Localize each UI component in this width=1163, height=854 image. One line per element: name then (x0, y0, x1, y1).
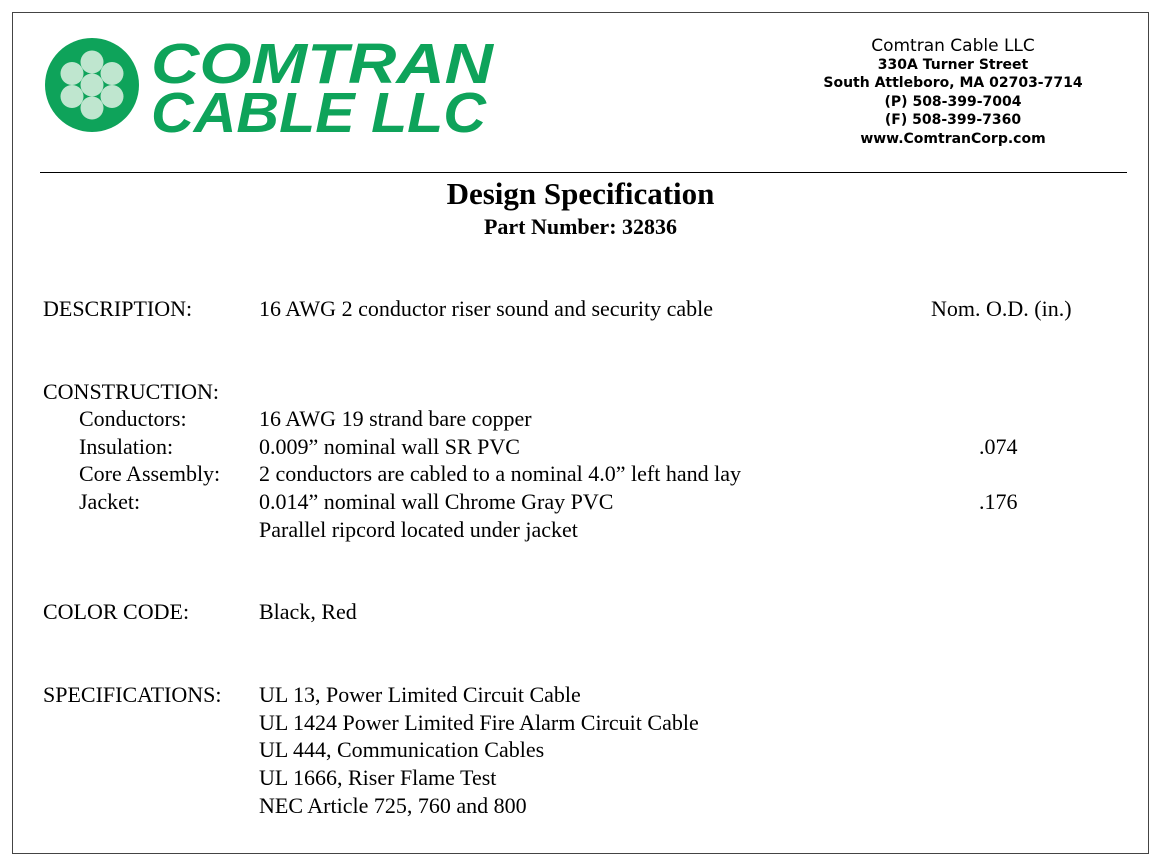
address-street: 330A Turner Street (877, 56, 1029, 73)
company-name: Comtran Cable LLC (871, 36, 1035, 56)
website-link[interactable]: www.ComtranCorp.com (860, 130, 1046, 147)
jacket-label: Jacket: (79, 489, 141, 514)
ripcord-value: Parallel ripcord located under jacket (259, 517, 578, 542)
conductors-label: Conductors: (79, 406, 187, 431)
construction-label: CONSTRUCTION: (43, 379, 220, 404)
cable-cross-section-icon (45, 38, 139, 132)
core-assembly-label: Core Assembly: (79, 461, 221, 486)
spec-item: UL 1424 Power Limited Fire Alarm Circuit Cable (259, 710, 699, 735)
jacket-od: .176 (979, 489, 1018, 514)
spec-item: UL 13, Power Limited Circuit Cable (259, 682, 581, 707)
document-title: Design Specification (446, 176, 715, 211)
spec-sheet-page (12, 12, 1149, 854)
core-assembly-value: 2 conductors are cabled to a nominal 4.0” left hand lay (259, 461, 741, 486)
nominal-od-header: Nom. O.D. (in.) (931, 296, 1072, 321)
description-value: 16 AWG 2 conductor riser sound and security cable (259, 296, 713, 321)
color-code-value: Black, Red (259, 599, 357, 624)
color-code-label: COLOR CODE: (43, 599, 190, 624)
insulation-od: .074 (979, 434, 1018, 459)
spec-item: NEC Article 725, 760 and 800 (259, 793, 527, 818)
description-label: DESCRIPTION: (43, 296, 193, 321)
phone-number: (P) 508-399-7004 (884, 93, 1022, 110)
spec-item: UL 1666, Riser Flame Test (259, 765, 497, 790)
logo-text-line2: CABLE LLC (151, 81, 487, 145)
address-city: South Attleboro, MA 02703-7714 (823, 75, 1083, 91)
spec-item: UL 444, Communication Cables (259, 737, 545, 762)
comtran-logo (45, 35, 505, 145)
part-number: Part Number: 32836 (483, 214, 678, 239)
insulation-value: 0.009” nominal wall SR PVC (259, 434, 520, 459)
fax-number: (F) 508-399-7360 (884, 112, 1022, 128)
title-block (13, 175, 1148, 241)
specifications-label: SPECIFICATIONS: (43, 682, 222, 707)
jacket-value: 0.014” nominal wall Chrome Gray PVC (259, 489, 614, 514)
insulation-label: Insulation: (79, 434, 174, 459)
header-divider (40, 172, 1127, 173)
company-contact-block (803, 37, 1103, 148)
conductors-value: 16 AWG 19 strand bare copper (259, 406, 532, 431)
logo-text-line1: COMTRAN (151, 35, 496, 96)
